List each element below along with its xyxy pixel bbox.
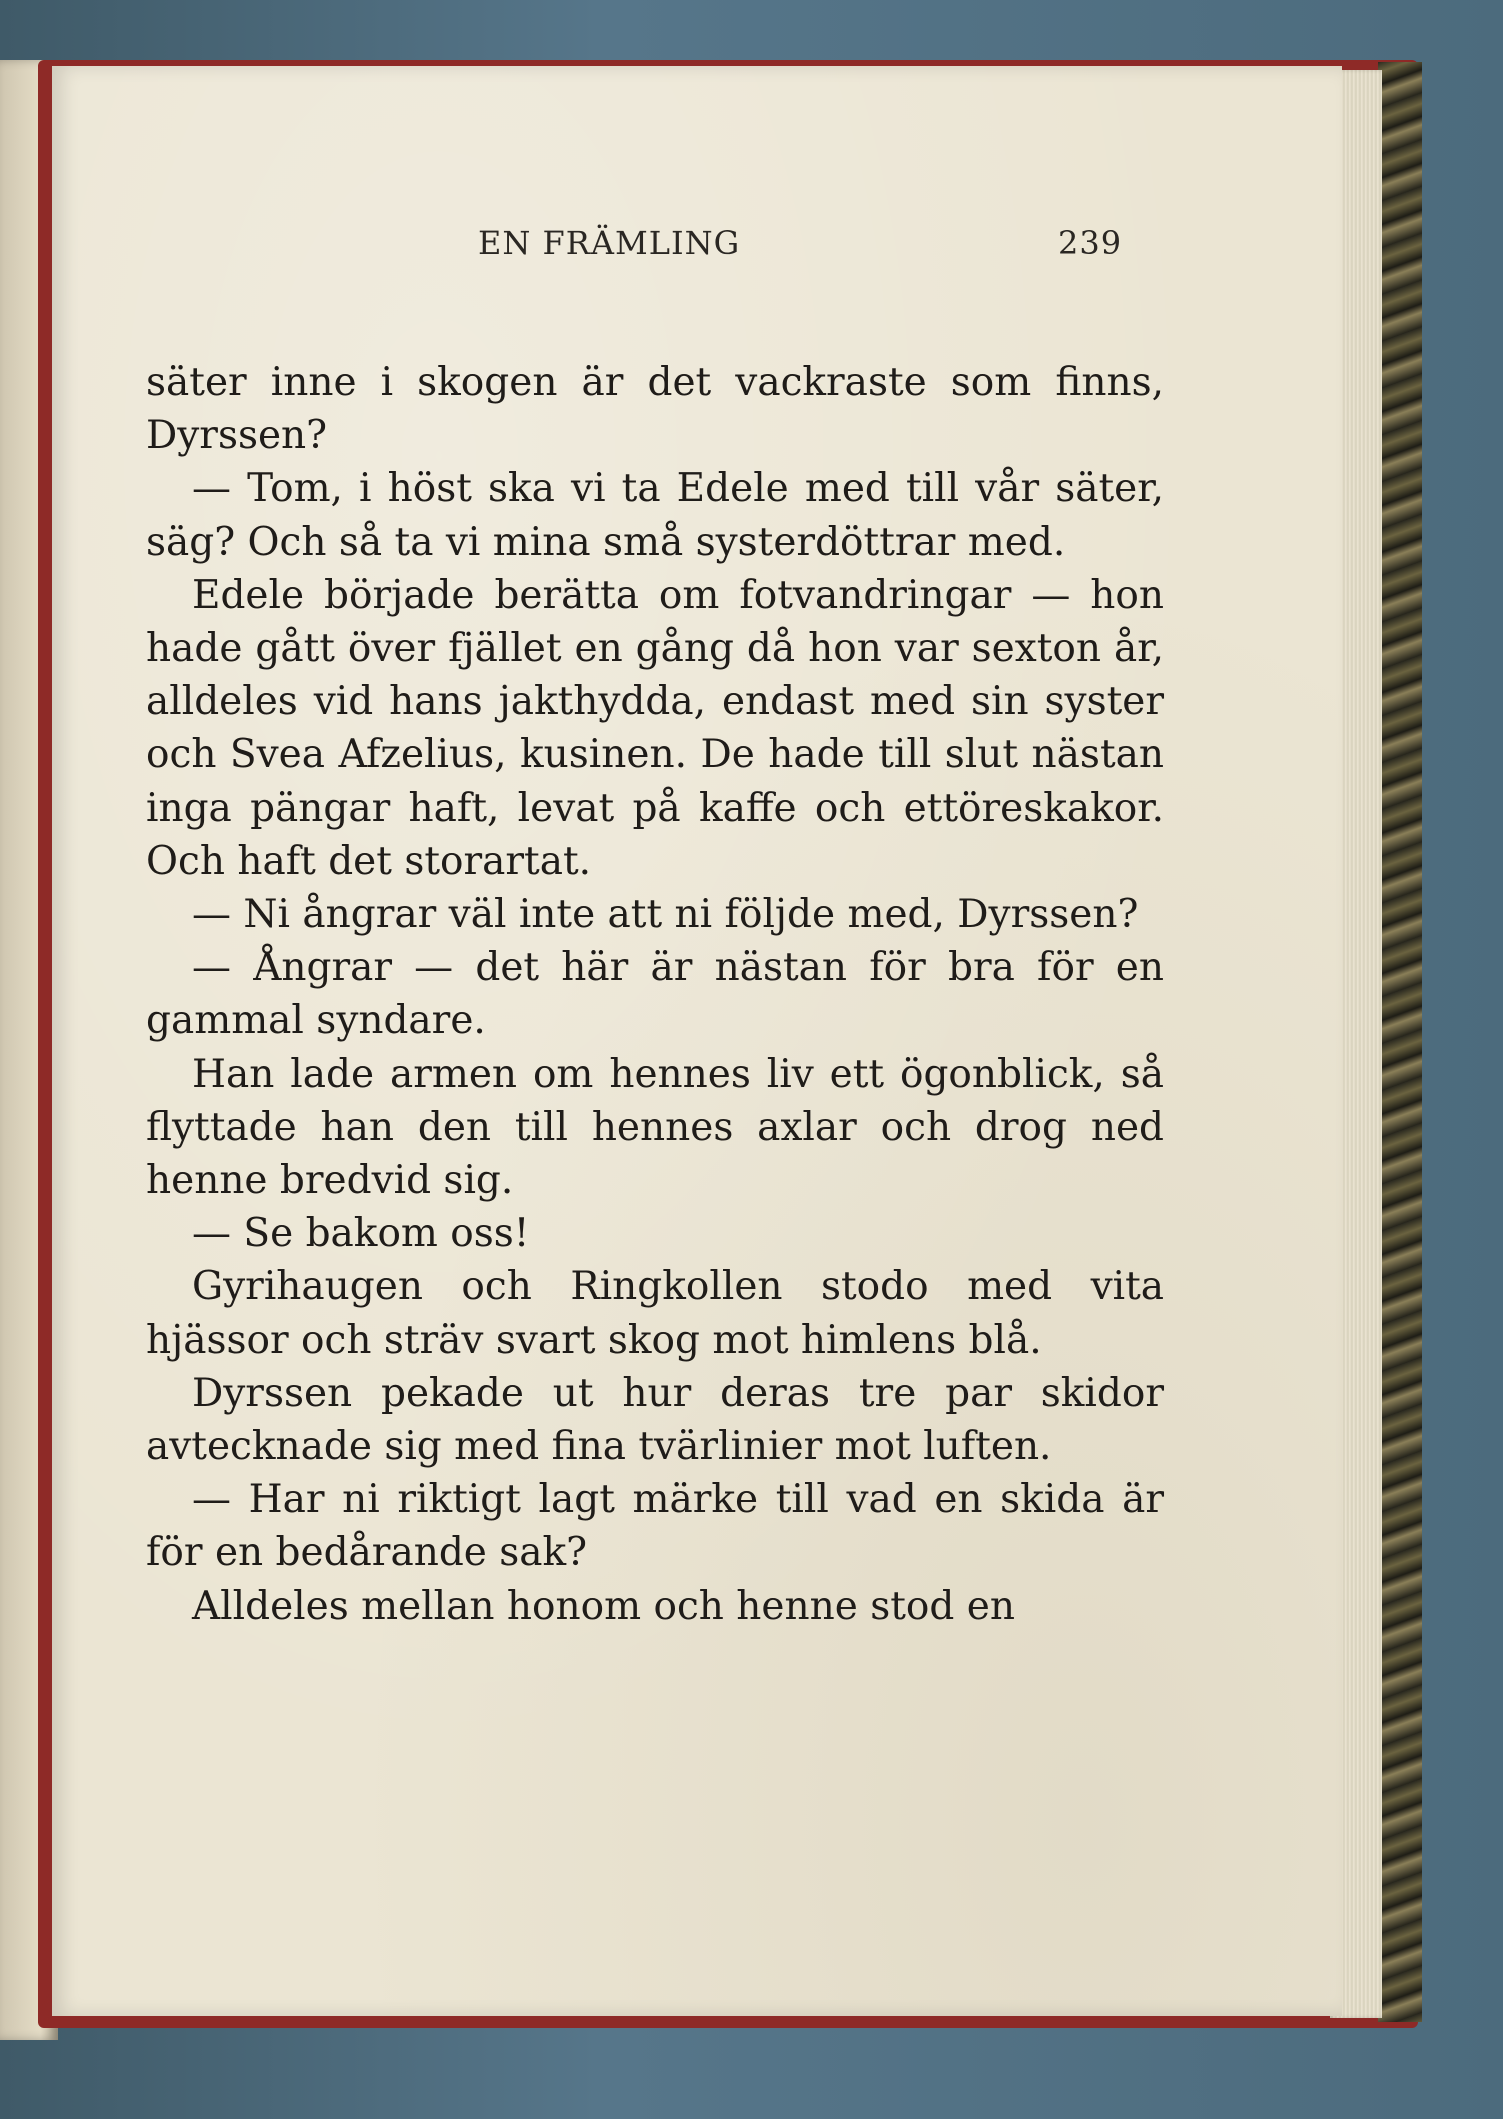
body-text: [146, 356, 1164, 1633]
paragraph: Alldeles mellan honom och henne stod en: [192, 1583, 1015, 1629]
running-head-title: EN FRÄMLING: [478, 224, 741, 262]
marbled-endpaper: [1378, 62, 1422, 2022]
paragraph: Dyrssen pekade ut hur deras tre par skidor avtecknade sig med fina tvärlinier mot luften.: [146, 1370, 1164, 1470]
paragraph: Gyrihaugen och Ringkollen stodo med vita hjässor och sträv svart skog mot himlens blå.: [146, 1264, 1164, 1363]
running-head: [52, 224, 1342, 274]
paragraph: — Tom, i höst ska vi ta Edele med till vår säter, säg? Och så ta vi mina små systerdöttrar med.: [146, 466, 1164, 565]
paragraph: — Har ni riktigt lagt märke till vad en skida är för en bedårande sak?: [146, 1477, 1164, 1576]
book-page: [52, 66, 1342, 2016]
paragraph: Edele började berätta om fotvandringar — hon hade gått över fjället en gång då hon var sexton år, alldeles vid hans jakthydda, endast med sin syster och Svea Afzelius, kusinen. De hade till slut nästan inga pängar haft, levat på kaffe och ettöreskakor. Och haft det storartat.: [146, 572, 1164, 884]
paragraph: — Ni ångrar väl inte att ni följde med, Dyrssen?: [192, 892, 1139, 938]
paragraph: säter inne i skogen är det vackraste som finns, Dyrssen?: [146, 360, 1164, 459]
paragraph: — Se bakom oss!: [192, 1211, 530, 1257]
paragraph: — Ångrar — det här är nästan för bra för en gammal syndare.: [146, 945, 1164, 1044]
paragraph: Han lade armen om hennes liv ett ögonblick, så flyttade han den till hennes axlar och drog ned henne bredvid sig.: [146, 1051, 1164, 1204]
page-number: 239: [1058, 224, 1123, 262]
